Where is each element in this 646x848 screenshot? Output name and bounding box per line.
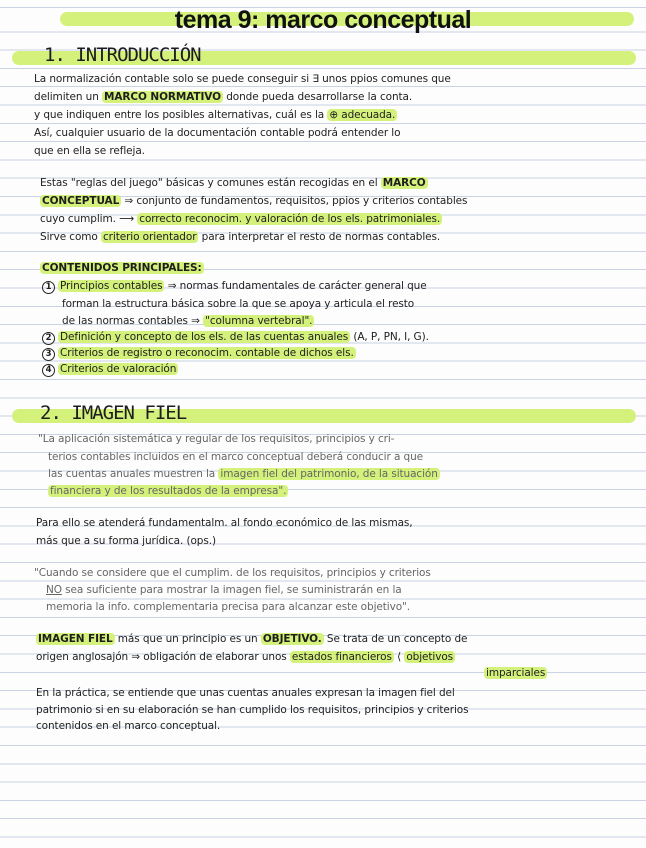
marco-normativo-highlight: MARCO NORMATIVO <box>104 91 221 103</box>
intro-line-4: Así, cualquier usuario de la documentación contable podrá entender lo <box>34 127 401 139</box>
contenido-item-4 <box>42 362 178 377</box>
number-circle: 3 <box>42 348 55 361</box>
text-span: ⇒ normas fundamentales de carácter general que <box>164 280 427 292</box>
imparciales-highlight: imparciales <box>486 667 546 679</box>
text-span: delimiten un <box>34 91 103 103</box>
para2-line-1 <box>40 176 428 190</box>
text-span: para interpretar el resto de normas contables. <box>198 231 441 243</box>
text-span: ⇒ conjunto de fundamentos, requisitos, ppios y criterios contables <box>121 195 468 207</box>
definicion-highlight: Definición y concepto de los els. de las cuentas anuales <box>60 331 349 343</box>
text-span: origen anglosajón ⇒ obligación de elaborar unos <box>36 651 290 663</box>
contenido-item-1-line-2: forman la estructura básica sobre la que se apoya y articula el resto <box>62 298 415 310</box>
para2-line-2 <box>40 194 467 208</box>
para-ello-line-1: Para ello se atenderá fundamentalm. al fondo económico de las mismas, <box>36 517 413 529</box>
objetivo-line-1 <box>36 632 467 646</box>
no-underlined: NO <box>46 584 62 596</box>
contenidos-heading: CONTENIDOS PRINCIPALES: <box>42 262 202 274</box>
imagen-fiel-label: IMAGEN FIEL <box>38 633 113 645</box>
quote-line-2: terios contables incluidos en el marco conceptual deberá conducir a que <box>48 451 423 463</box>
financiera-highlight: financiera y de los resultados de la empresa". <box>50 485 287 497</box>
final-line-1: En la práctica, se entiende que unas cuentas anuales expresan la imagen fiel del <box>36 687 455 699</box>
conceptual-highlight: CONCEPTUAL <box>42 195 120 207</box>
estados-financieros-highlight: estados financieros <box>291 651 392 663</box>
adecuada-highlight: ⊕ adecuada. <box>329 109 396 121</box>
text-span: Estas "reglas del juego" básicas y comunes están recogidas en el <box>40 177 381 189</box>
section-2-heading: 2. IMAGEN FIEL <box>40 402 187 424</box>
criterio-orientador-highlight: criterio orientador <box>103 231 197 243</box>
objetivo-line-2 <box>36 650 455 664</box>
para-ello-line-2: más que a su forma jurídica. (ops.) <box>36 535 216 547</box>
quote2-line-1: "Cuando se considere que el cumplim. de los requisitos, principios y criterios <box>34 567 431 579</box>
para2-line-3 <box>40 212 442 226</box>
columna-vertebral-highlight: "columna vertebral". <box>205 315 313 327</box>
text-span: ⟨ <box>393 651 405 663</box>
contenido-item-3 <box>42 346 356 361</box>
number-circle: 4 <box>42 364 55 377</box>
text-span: de las normas contables ⇒ <box>62 315 204 327</box>
intro-line-2 <box>34 90 412 104</box>
quote2-line-3: memoria la info. complementaria precisa para alcanzar este objetivo". <box>46 601 410 613</box>
page-title: tema 9: marco conceptual <box>174 6 472 34</box>
text-span: y que indiquen entre los posibles alternativas, cuál es la <box>34 109 328 121</box>
imagen-fiel-highlight: imagen fiel del patrimonio, de la situación <box>220 468 438 480</box>
title-container <box>0 6 646 35</box>
criterios-registro-highlight: Criterios de registro o reconocim. contable de dichos els. <box>60 347 354 359</box>
marco-highlight: MARCO <box>382 177 426 189</box>
text-span: las cuentas anuales muestren la <box>48 468 219 480</box>
text-span: más que un principio es un <box>114 633 261 645</box>
contenidos-heading-line <box>40 261 204 275</box>
quote-line-3 <box>48 467 440 481</box>
text-span: Se trata de un concepto de <box>323 633 468 645</box>
quote-line-1: "La aplicación sistemática y regular de los requisitos, principios y cri- <box>38 433 395 445</box>
reconocimiento-highlight: correcto reconocim. y valoración de los els. patrimoniales. <box>139 213 441 225</box>
number-circle: 2 <box>42 332 55 345</box>
contenido-item-1 <box>42 279 427 294</box>
intro-line-5: que en ella se refleja. <box>34 145 145 157</box>
text-span: (A, P, PN, I, G). <box>350 331 429 343</box>
intro-line-1: La normalización contable solo se puede conseguir si ∃ unos ppios comunes que <box>34 73 451 85</box>
objetivos-highlight: objetivos <box>406 651 454 663</box>
para2-line-4 <box>40 230 440 244</box>
principios-highlight: Principios contables <box>60 280 163 292</box>
contenido-item-2 <box>42 330 429 345</box>
quote2-line-2 <box>46 583 402 597</box>
final-line-3: contenidos en el marco conceptual. <box>36 720 221 732</box>
section-1-heading: 1. INTRODUCCIÓN <box>44 44 201 66</box>
objetivo-label: OBJETIVO. <box>262 633 322 645</box>
text-span: donde pueda desarrollarse la conta. <box>222 91 413 103</box>
quote-line-4 <box>48 484 288 498</box>
final-line-2: patrimonio si en su elaboración se han cumplido los requisitos, principios y criterios <box>36 704 469 716</box>
criterios-valoracion-highlight: Criterios de valoración <box>60 363 177 375</box>
text-span: cuyo cumplim. ⟶ <box>40 213 138 225</box>
number-circle: 1 <box>42 281 55 294</box>
intro-line-3 <box>34 108 397 122</box>
contenido-item-1-line-3 <box>62 314 314 328</box>
objetivo-line-3 <box>484 666 547 680</box>
text-span: Sirve como <box>40 231 101 243</box>
text-span: sea suficiente para mostrar la imagen fiel, se suministrarán en la <box>61 584 402 596</box>
